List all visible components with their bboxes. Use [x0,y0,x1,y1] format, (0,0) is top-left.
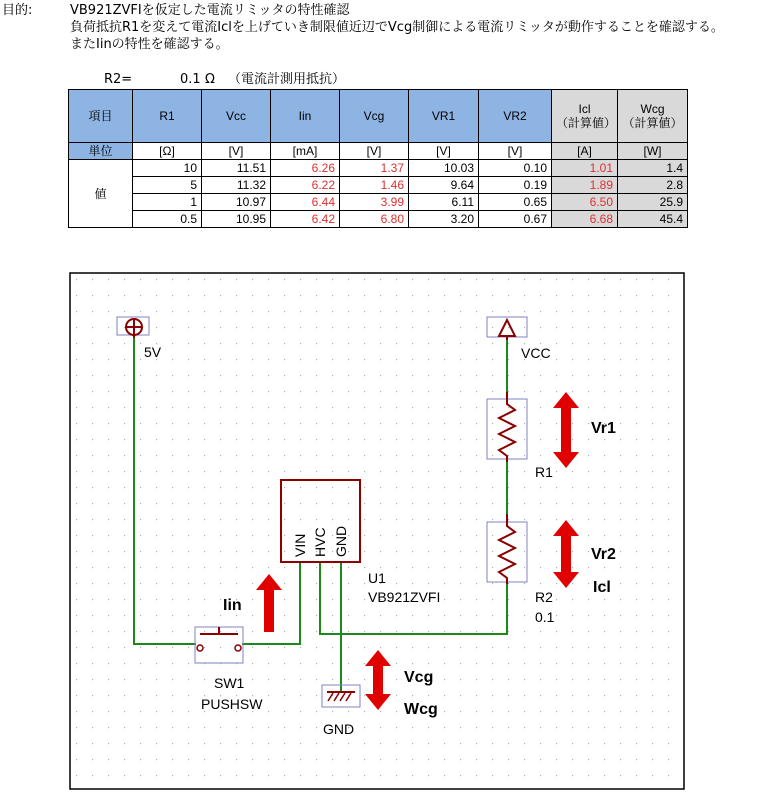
table-header-cell: VR1 [409,90,479,143]
label-gnd: GND [323,721,355,737]
table-unit-cell: [A] [552,143,618,160]
table-cell: 6.50 [552,194,618,211]
table-cell: 1.89 [552,177,618,194]
label-vcg: Vcg [404,669,434,686]
table-cell: 10.03 [409,160,479,177]
table-cell: 6.22 [271,177,340,194]
table-cell: 25.9 [618,194,688,211]
purpose-label: 目的: [2,3,33,18]
table-cell: 1 [133,194,202,211]
table-cell: 1.4 [618,160,688,177]
label-iin: Iin [223,597,242,614]
label-icl: Icl [593,579,611,596]
label-sw1-part: PUSHSW [201,696,263,712]
table-cell: 6.68 [552,211,618,228]
table-header-cell: Wcg （計算値） [618,90,688,143]
label-u1: U1 [368,570,386,586]
table-cell: 11.32 [202,177,271,194]
label-u1-part: VB921ZVFI [368,589,441,605]
table-cell: 0.67 [479,211,552,228]
table-cell: 6.26 [271,160,340,177]
r2-note-value: 0.1 [180,72,201,87]
measurement-table [68,89,688,228]
table-cell: 1.46 [340,177,409,194]
table-cell: 3.20 [409,211,479,228]
table-cell: 5 [133,177,202,194]
table-unit-cell: [Ω] [133,143,202,160]
label-r1: R1 [535,464,553,480]
table-header-cell: VR2 [479,90,552,143]
table-unit-cell: [V] [409,143,479,160]
table-cell: 0.5 [133,211,202,228]
schematic-frame [70,273,684,789]
label-vr1: Vr1 [591,420,616,437]
table-cell: 9.64 [409,177,479,194]
table-cell: 0.65 [479,194,552,211]
pin-vin-label: VIN [292,533,308,557]
table-cell: 10.97 [202,194,271,211]
label-r2: R2 [535,589,553,605]
label-r2-value: 0.1 [535,609,555,625]
table-cell: 0.19 [479,177,552,194]
table-header-cell: Vcg [340,90,409,143]
table-unit-cell: [V] [202,143,271,160]
table-row [69,194,688,211]
table-row-label: 値 [69,160,133,228]
label-vcc: VCC [521,345,551,361]
purpose-line-3: またIinの特性を確認する。 [70,37,229,52]
pin-hvc-label: HVC [312,527,328,557]
table-unit-cell: 単位 [69,143,133,160]
table-cell: 6.44 [271,194,340,211]
table-cell: 1.37 [340,160,409,177]
table-cell: 2.8 [618,177,688,194]
label-sw1: SW1 [214,675,245,691]
table-unit-cell: [V] [479,143,552,160]
table-unit-cell: [W] [618,143,688,160]
table-header-cell: Icl （計算値） [552,90,618,143]
table-cell: 1.01 [552,160,618,177]
pin-gnd-label: GND [333,525,349,557]
table-row [69,211,688,228]
purpose-line-2: 負荷抵抗R1を変えて電流Iclを上げていき制限値近辺でVcg制御による電流リミッタが動作することを確認する。 [70,20,724,35]
table-header-cell: 項目 [69,90,133,143]
label-wcg: Wcg [404,701,438,718]
table-unit-row [69,143,688,160]
table-header-row [69,90,688,143]
table-row [69,177,688,194]
r2-note-unit: Ω [205,72,215,87]
table-cell: 6.42 [271,211,340,228]
table-header-cell: Vcc [202,90,271,143]
table-cell: 45.4 [618,211,688,228]
table-cell: 10 [133,160,202,177]
table-row [69,160,688,177]
table-cell: 10.95 [202,211,271,228]
purpose-line-1: VB921ZVFIを仮定した電流リミッタの特性確認 [70,3,350,18]
label-vr2: Vr2 [591,546,616,563]
r2-note-label: R2= [104,72,133,87]
table-header-cell: Iin [271,90,340,143]
table-cell: 6.11 [409,194,479,211]
table-cell: 3.99 [340,194,409,211]
table-unit-cell: [mA] [271,143,340,160]
label-5v: 5V [144,344,162,360]
r2-note-desc: （電流計測用抵抗） [228,72,346,87]
table-cell: 11.51 [202,160,271,177]
table-cell: 0.10 [479,160,552,177]
circuit-schematic [69,272,685,790]
table-cell: 6.80 [340,211,409,228]
table-unit-cell: [V] [340,143,409,160]
table-header-cell: R1 [133,90,202,143]
